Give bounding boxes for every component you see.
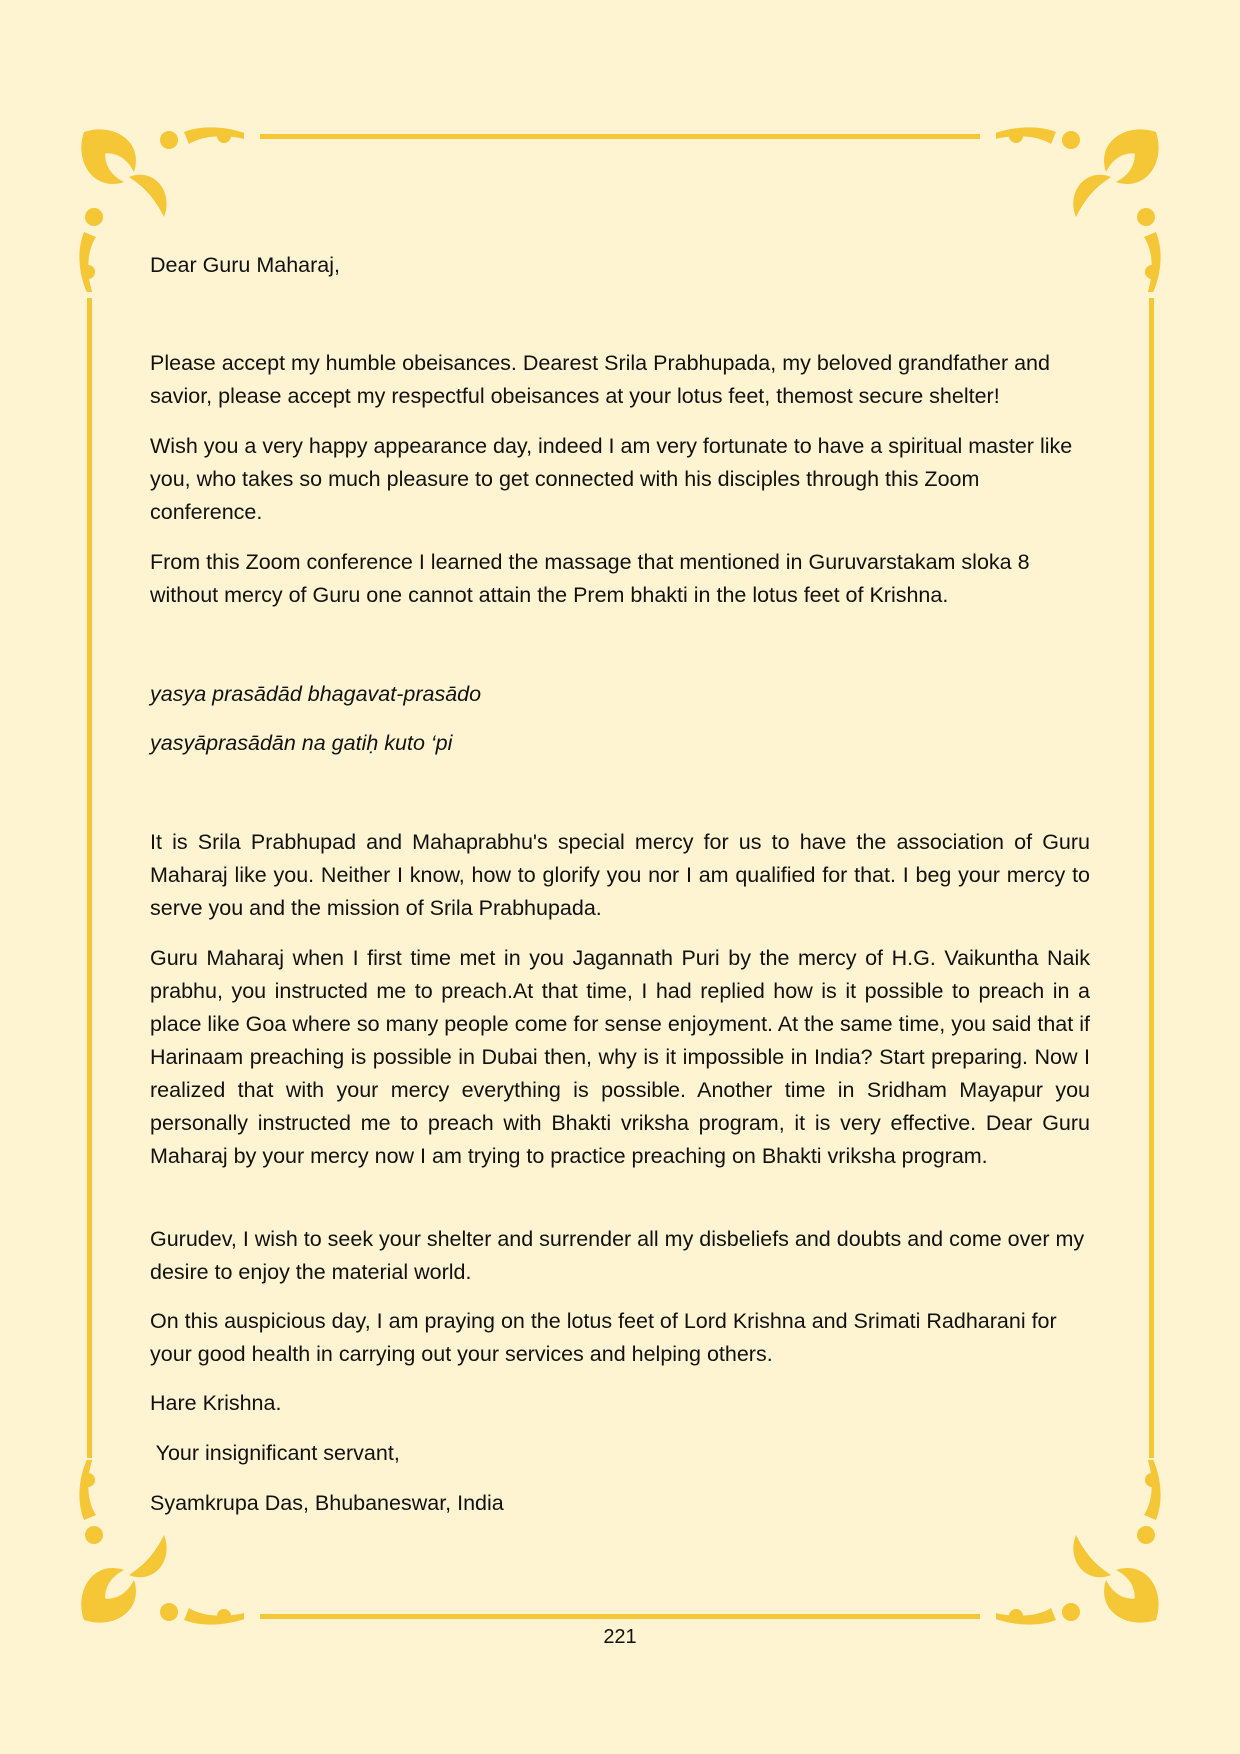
border-top-line — [260, 134, 980, 139]
verse-line: yasya prasādād bhagavat-prasādo — [150, 682, 482, 706]
salutation: Dear Guru Maharaj, — [150, 253, 340, 277]
paragraph: On this auspicious day, I am praying on the lotus feet of Lord Krishna and Srimati Radharani for your good health in carrying out your services and helping others. — [150, 1309, 1057, 1366]
paragraph: Wish you a very happy appearance day, indeed I am very fortunate to have a spiritual master like you, who takes so much pleasure to get connected with his disciples through this Zoom conference. — [150, 434, 1073, 524]
border-right-line — [1149, 298, 1154, 1458]
paragraph: It is Srila Prabhupad and Mahaprabhu's special mercy for us to have the association of Guru Maharaj like you. Neither I know, how to glorify you nor I am qualified for that. I beg your mercy to serve you and the mission of Srila Prabhupada. — [150, 830, 1090, 920]
paragraph: Please accept my humble obeisances. Dearest Srila Prabhupada, my beloved grandfather and savior, please accept my respectful obeisances at your lotus feet, themost secure shelter! — [150, 351, 1050, 408]
corner-ornament-icon — [996, 1460, 1166, 1630]
border-bottom-line — [260, 1614, 980, 1619]
closing: Hare Krishna. — [150, 1391, 282, 1415]
corner-ornament-icon — [74, 1460, 244, 1630]
signoff: Your insignificant servant, — [150, 1441, 400, 1465]
verse-line: yasyāprasādān na gatiḥ kuto ‘pi — [150, 731, 453, 755]
page-number: 221 — [603, 1626, 637, 1648]
paragraph: From this Zoom conference I learned the massage that mentioned in Guruvarstakam sloka 8 without mercy of Guru one cannot attain the Prem bhakti in the lotus feet of Krishna. — [150, 550, 1030, 607]
paragraph: Gurudev, I wish to seek your shelter and surrender all my disbeliefs and doubts and come over my desire to enjoy the material world. — [150, 1227, 1085, 1284]
paragraph: Guru Maharaj when I first time met in you Jagannath Puri by the mercy of H.G. Vaikuntha Naik prabhu, you instructed me to preach.At that time, I had replied how is it possible to preach in a place like Goa where so many people come for sense enjoyment. At the same time, you said that if Harinaam preaching is possible in Dubai then, why is it impossible in India? Start preparing. Now I realized that with your mercy everything is possible. Another time in Sridham Mayapur you personally instructed me to preach with Bhakti vriksha program, it is very effective. Dear Guru Maharaj by your mercy now I am trying to practice preaching on Bhakti vriksha program. — [150, 946, 1090, 1168]
border-left-line — [87, 298, 92, 1458]
signature: Syamkrupa Das, Bhubaneswar, India — [150, 1491, 504, 1515]
